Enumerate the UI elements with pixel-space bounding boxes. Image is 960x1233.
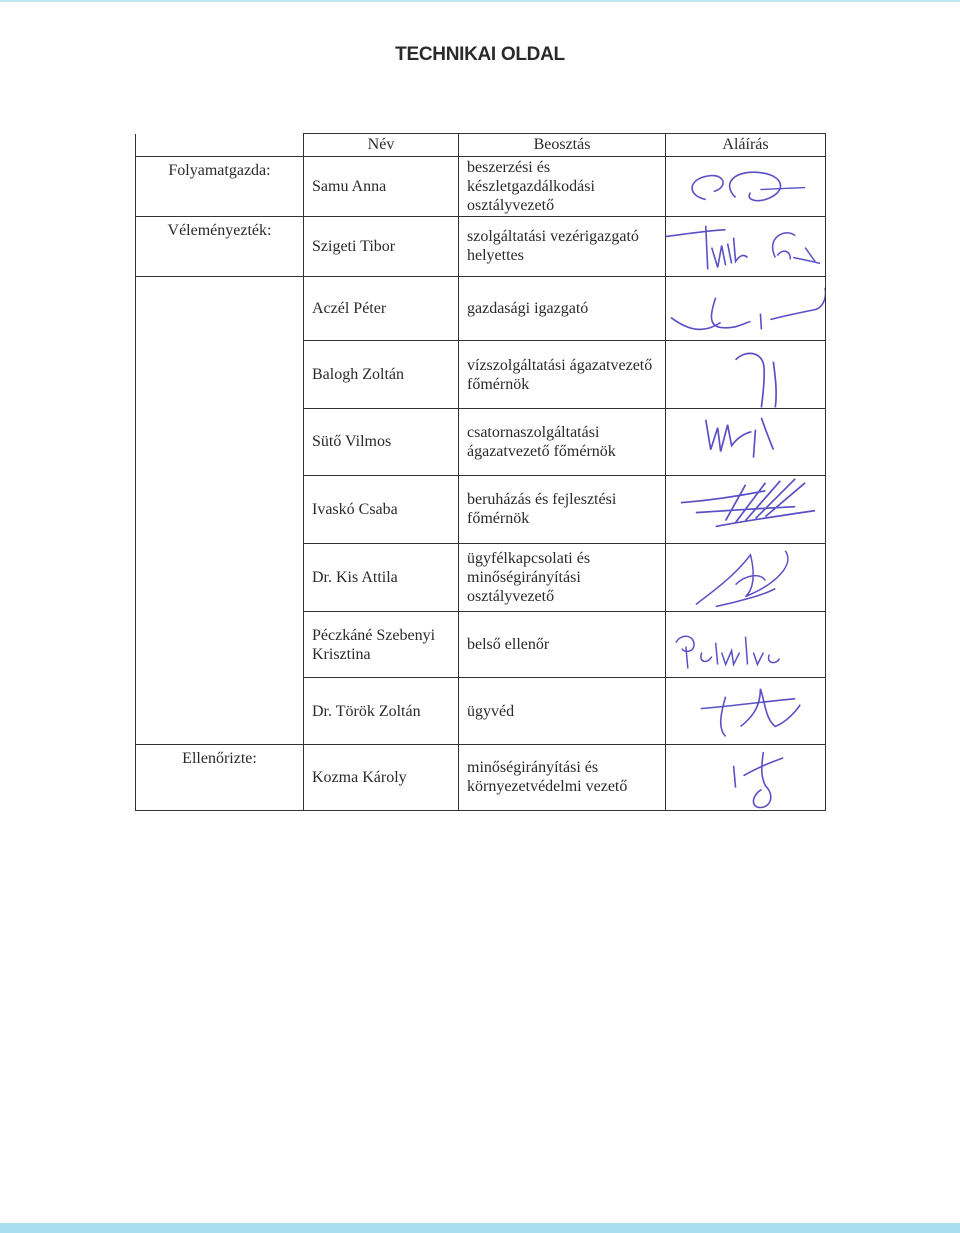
signature-mark (666, 745, 825, 810)
empty-role-cell (136, 341, 304, 409)
signature-cell (666, 156, 826, 216)
table-row (136, 678, 826, 744)
name-header: Név (304, 134, 459, 157)
signature-cell (666, 341, 826, 409)
role-owner: Folyamatgazda: (136, 156, 304, 216)
signer-position: vízszolgáltatási ágazatvezető főmérnök (459, 341, 666, 409)
signer-position: gazdasági igazgató (459, 276, 666, 340)
role-reviewers: Véleményezték: (136, 216, 304, 276)
signer-position: minőségirányítási és környezetvédelmi vezető (459, 744, 666, 810)
table-row (136, 409, 826, 475)
signature-cell (666, 678, 826, 744)
table-row (136, 543, 826, 611)
signer-name: Ivaskó Csaba (304, 475, 459, 543)
signature-cell (666, 543, 826, 611)
signer-position: ügyvéd (459, 678, 666, 744)
top-rule (0, 0, 960, 2)
signature-mark (666, 341, 825, 408)
signer-position: belső ellenőr (459, 612, 666, 678)
signature-cell (666, 612, 826, 678)
signer-position: beszerzési és készletgazdálkodási osztályvezető (459, 156, 666, 216)
empty-role-cell (136, 475, 304, 543)
signer-position: csatornaszolgáltatási ágazatvezető főmérnök (459, 409, 666, 475)
signer-name: Samu Anna (304, 156, 459, 216)
signer-position: szolgáltatási vezérigazgató helyettes (459, 216, 666, 276)
table-row (136, 744, 826, 810)
signature-cell (666, 276, 826, 340)
empty-role-cell (136, 543, 304, 611)
signature-mark (666, 409, 825, 474)
signature-table (135, 133, 826, 811)
signature-mark (666, 217, 825, 276)
signer-name: Dr. Török Zoltán (304, 678, 459, 744)
signer-name: Szigeti Tibor (304, 216, 459, 276)
signature-cell (666, 475, 826, 543)
signer-name: Balogh Zoltán (304, 341, 459, 409)
signer-position: ügyfélkapcsolati és minőségirányítási osztályvezető (459, 543, 666, 611)
signer-name: Sütő Vilmos (304, 409, 459, 475)
table-row (136, 612, 826, 678)
signature-mark (666, 157, 825, 216)
page-title: TECHNIKAI OLDAL (395, 44, 565, 65)
empty-role-cell (136, 276, 304, 340)
signer-name: Aczél Péter (304, 276, 459, 340)
empty-role-cell (136, 678, 304, 744)
signer-name: Péczkáné Szebenyi Krisztina (304, 612, 459, 678)
signature-cell (666, 744, 826, 810)
role-checked: Ellenőrizte: (136, 744, 304, 810)
signature-cell (666, 216, 826, 276)
position-header: Beosztás (459, 134, 666, 157)
empty-role-cell (136, 409, 304, 475)
bottom-bar (0, 1223, 960, 1233)
empty-role-cell (136, 612, 304, 678)
signature-mark (666, 544, 825, 611)
signature-mark (666, 612, 825, 677)
signer-name: Dr. Kis Attila (304, 543, 459, 611)
signer-position: beruházás és fejlesztési főmérnök (459, 475, 666, 543)
signature-header: Aláírás (666, 134, 826, 157)
table-row (136, 216, 826, 276)
table-row (136, 276, 826, 340)
signature-mark (666, 476, 825, 543)
signature-mark (666, 678, 825, 743)
signature-mark (666, 277, 825, 340)
signer-name: Kozma Károly (304, 744, 459, 810)
table-row (136, 156, 826, 216)
signature-cell (666, 409, 826, 475)
table-row (136, 341, 826, 409)
header-row (136, 134, 826, 157)
table-row (136, 475, 826, 543)
empty-header-cell (136, 134, 304, 157)
